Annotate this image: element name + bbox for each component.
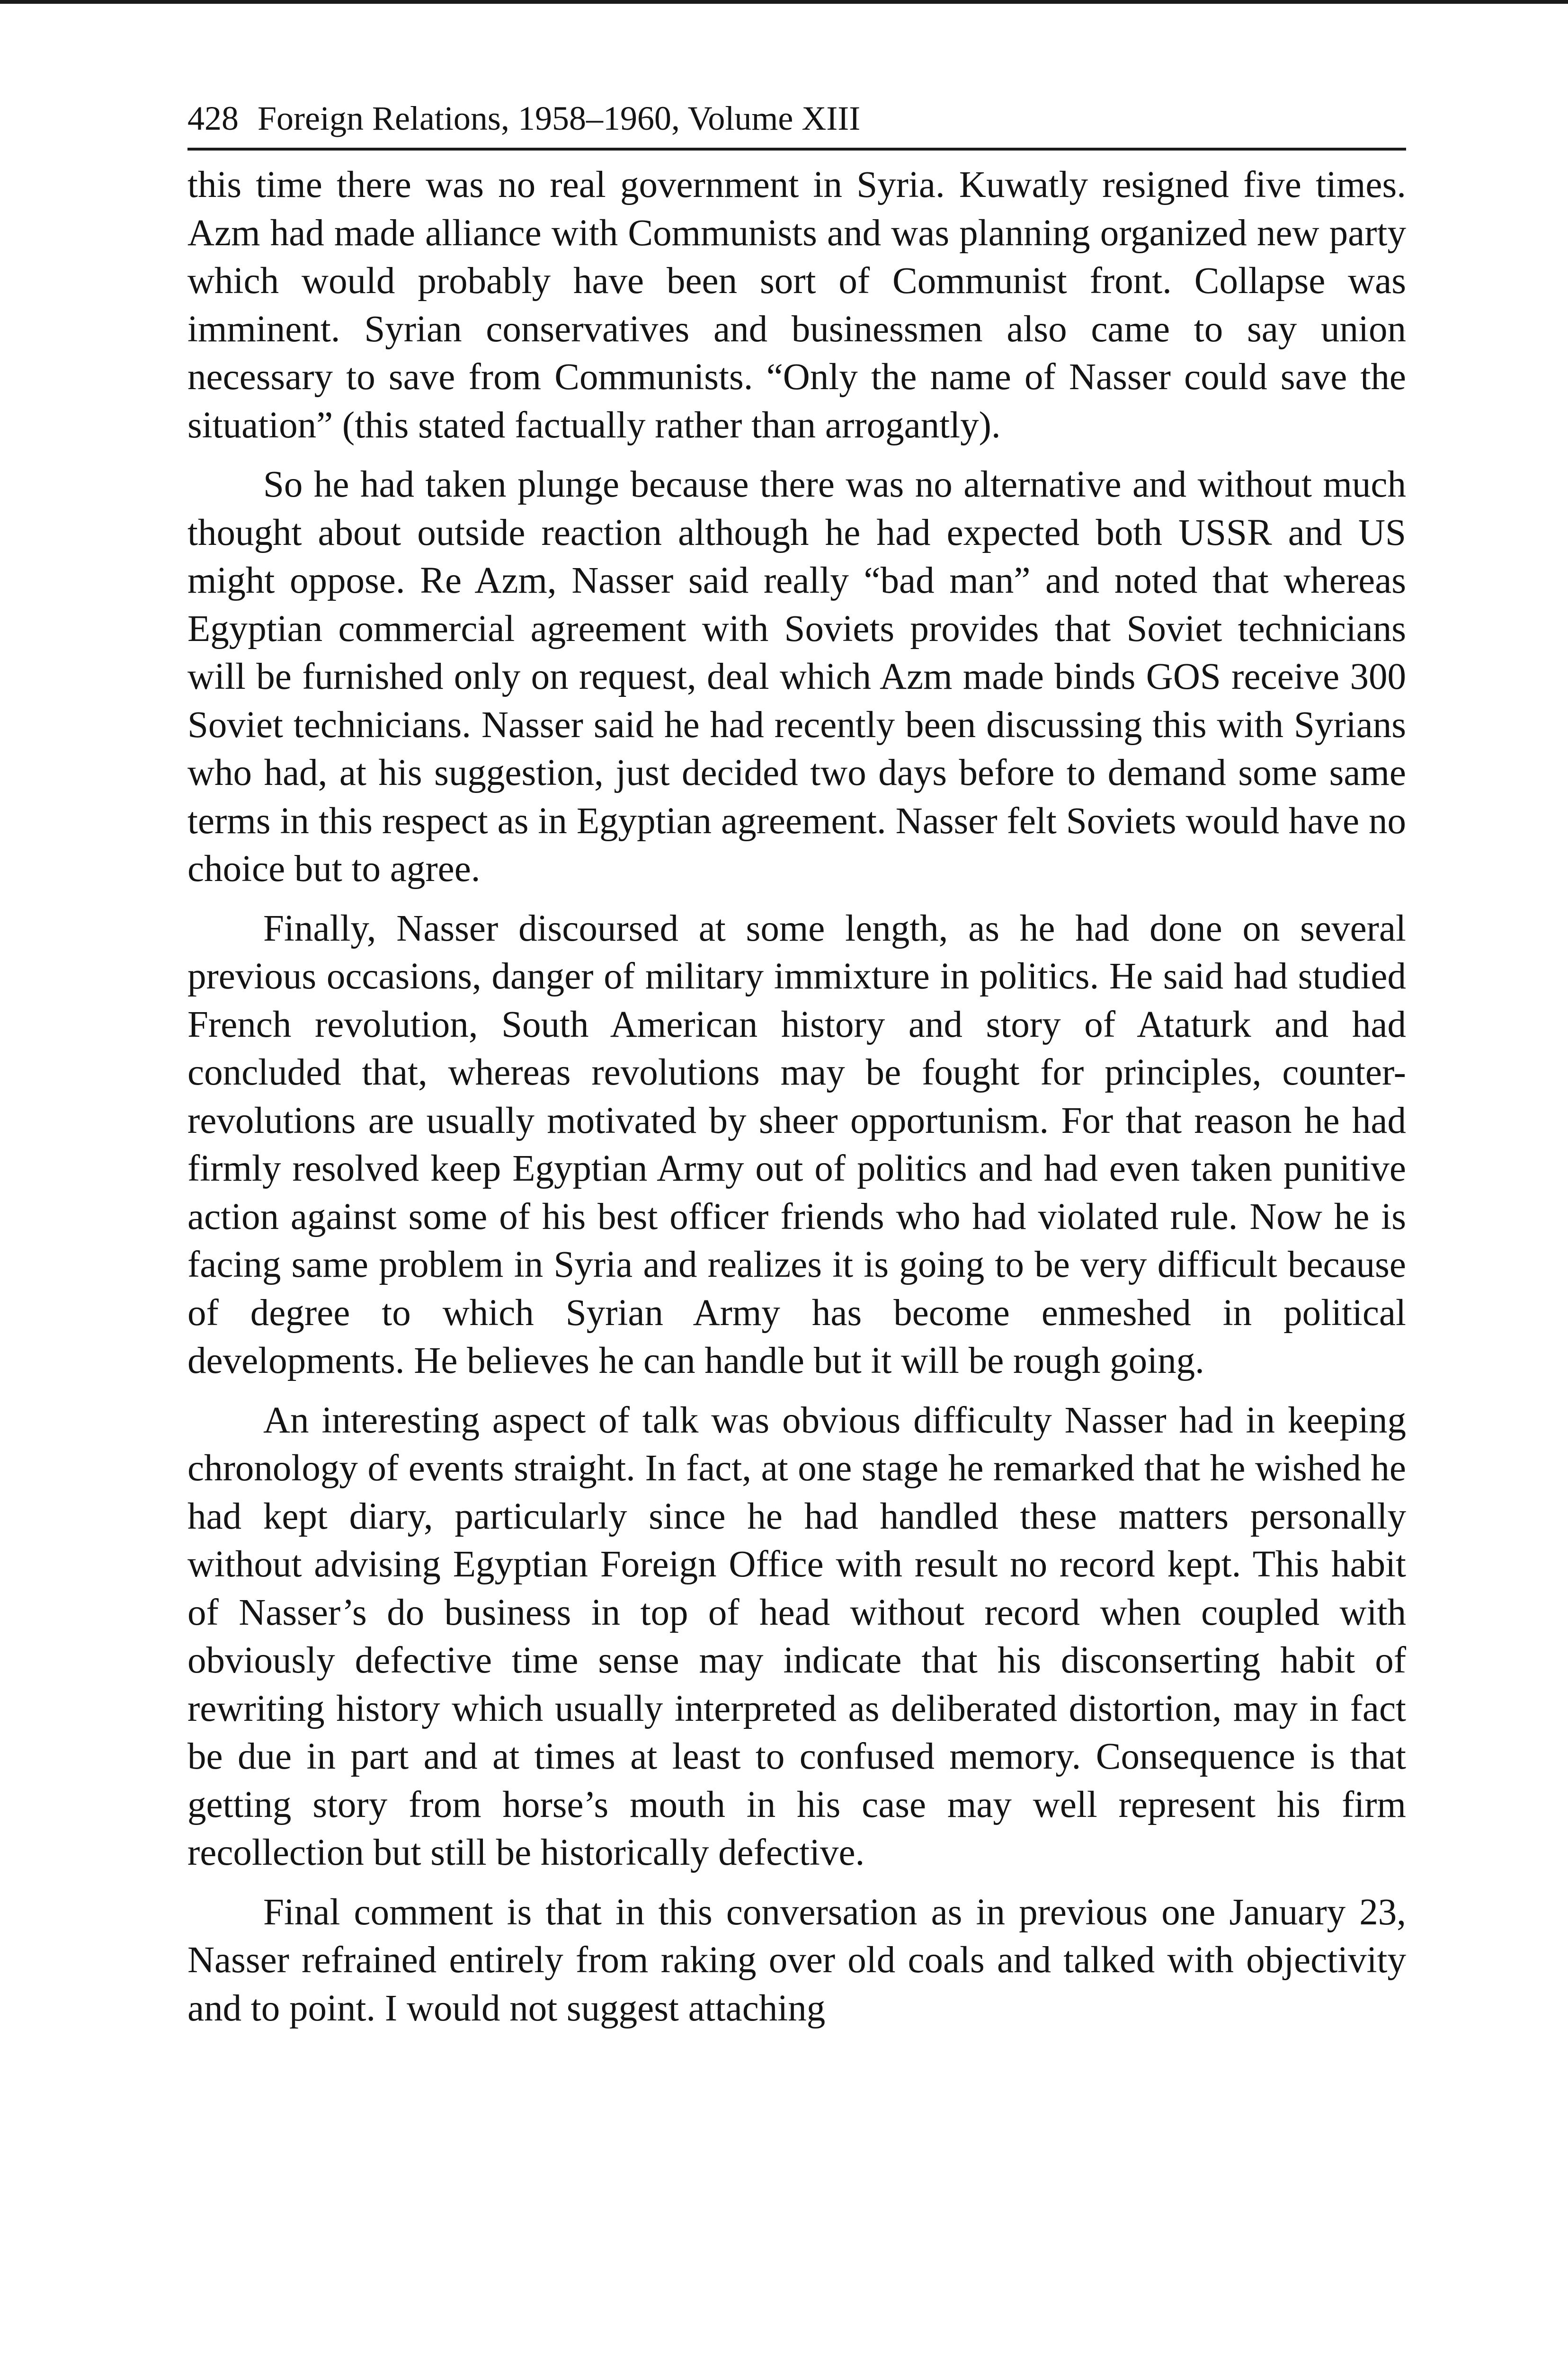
paragraph: Finally, Nasser discoursed at some length, as he had done on several previous occasions, danger of military immixture in politics. He said had studied French revolution, South American history and story of Ataturk and had concluded that, whereas revolutions may be fought for principles, counter-revolutions are usually motivated by sheer opportunism. For that reason he had firmly resolved keep Egyptian Army out of politics and had even taken punitive action against some of his best officer friends who had violated rule. Now he is facing same problem in Syria and realizes it is going to be very difficult because of degree to which Syrian Army has become enmeshed in political developments. He believes he can handle but it will be rough going. <box>187 908 1406 1381</box>
paragraph: Final comment is that in this conversation as in previous one January 23, Nasser refrained entirely from raking over old coals and talked with objectivity and to point. I would not suggest attaching <box>187 1891 1406 2029</box>
paragraph-continued: this time there was no real government in Syria. Kuwatly resigned five times. Azm had made alliance with Communists and was planning organized new party which would probably have been sort of Communist front. Collapse was imminent. Syrian conservatives and businessmen also came to say union necessary to save from Communists. “Only the name of Nasser could save the situation” (this stated factually rather than arrogantly). <box>187 164 1406 446</box>
running-header <box>187 95 1406 151</box>
running-title: Foreign Relations, 1958–1960, Volume XIII <box>258 99 861 137</box>
paragraph: An interesting aspect of talk was obvious difficulty Nasser had in keeping chronology of events straight. In fact, at one stage he remarked that he wished he had kept diary, particularly since he had handled these matters personally without advising Egyptian Foreign Office with result no record kept. This habit of Nasser’s do business in top of head without record when coupled with obviously defective time sense may indicate that his disconserting habit of rewriting history which usually interpreted as deliberated distortion, may in fact be due in part and at times at least to confused memory. Consequence is that getting story from horse’s mouth in his case may well represent his firm recollection but still be historically defective. <box>187 1399 1406 1873</box>
body-text <box>187 161 1406 2032</box>
scan-edge <box>0 0 1568 4</box>
paragraph: So he had taken plunge because there was no alternative and without much thought about outside reaction although he had expected both USSR and US might oppose. Re Azm, Nasser said really “bad man” and noted that whereas Egyptian commercial agreement with Soviets provides that Soviet technicians will be furnished only on request, deal which Azm made binds GOS receive 300 Soviet technicians. Nasser said he had recently been discussing this with Syrians who had, at his suggestion, just decided two days before to demand some same terms in this respect as in Egyptian agreement. Nasser felt Soviets would have no choice but to agree. <box>187 464 1406 890</box>
document-page <box>187 95 1406 2044</box>
page-number: 428 <box>187 99 239 137</box>
